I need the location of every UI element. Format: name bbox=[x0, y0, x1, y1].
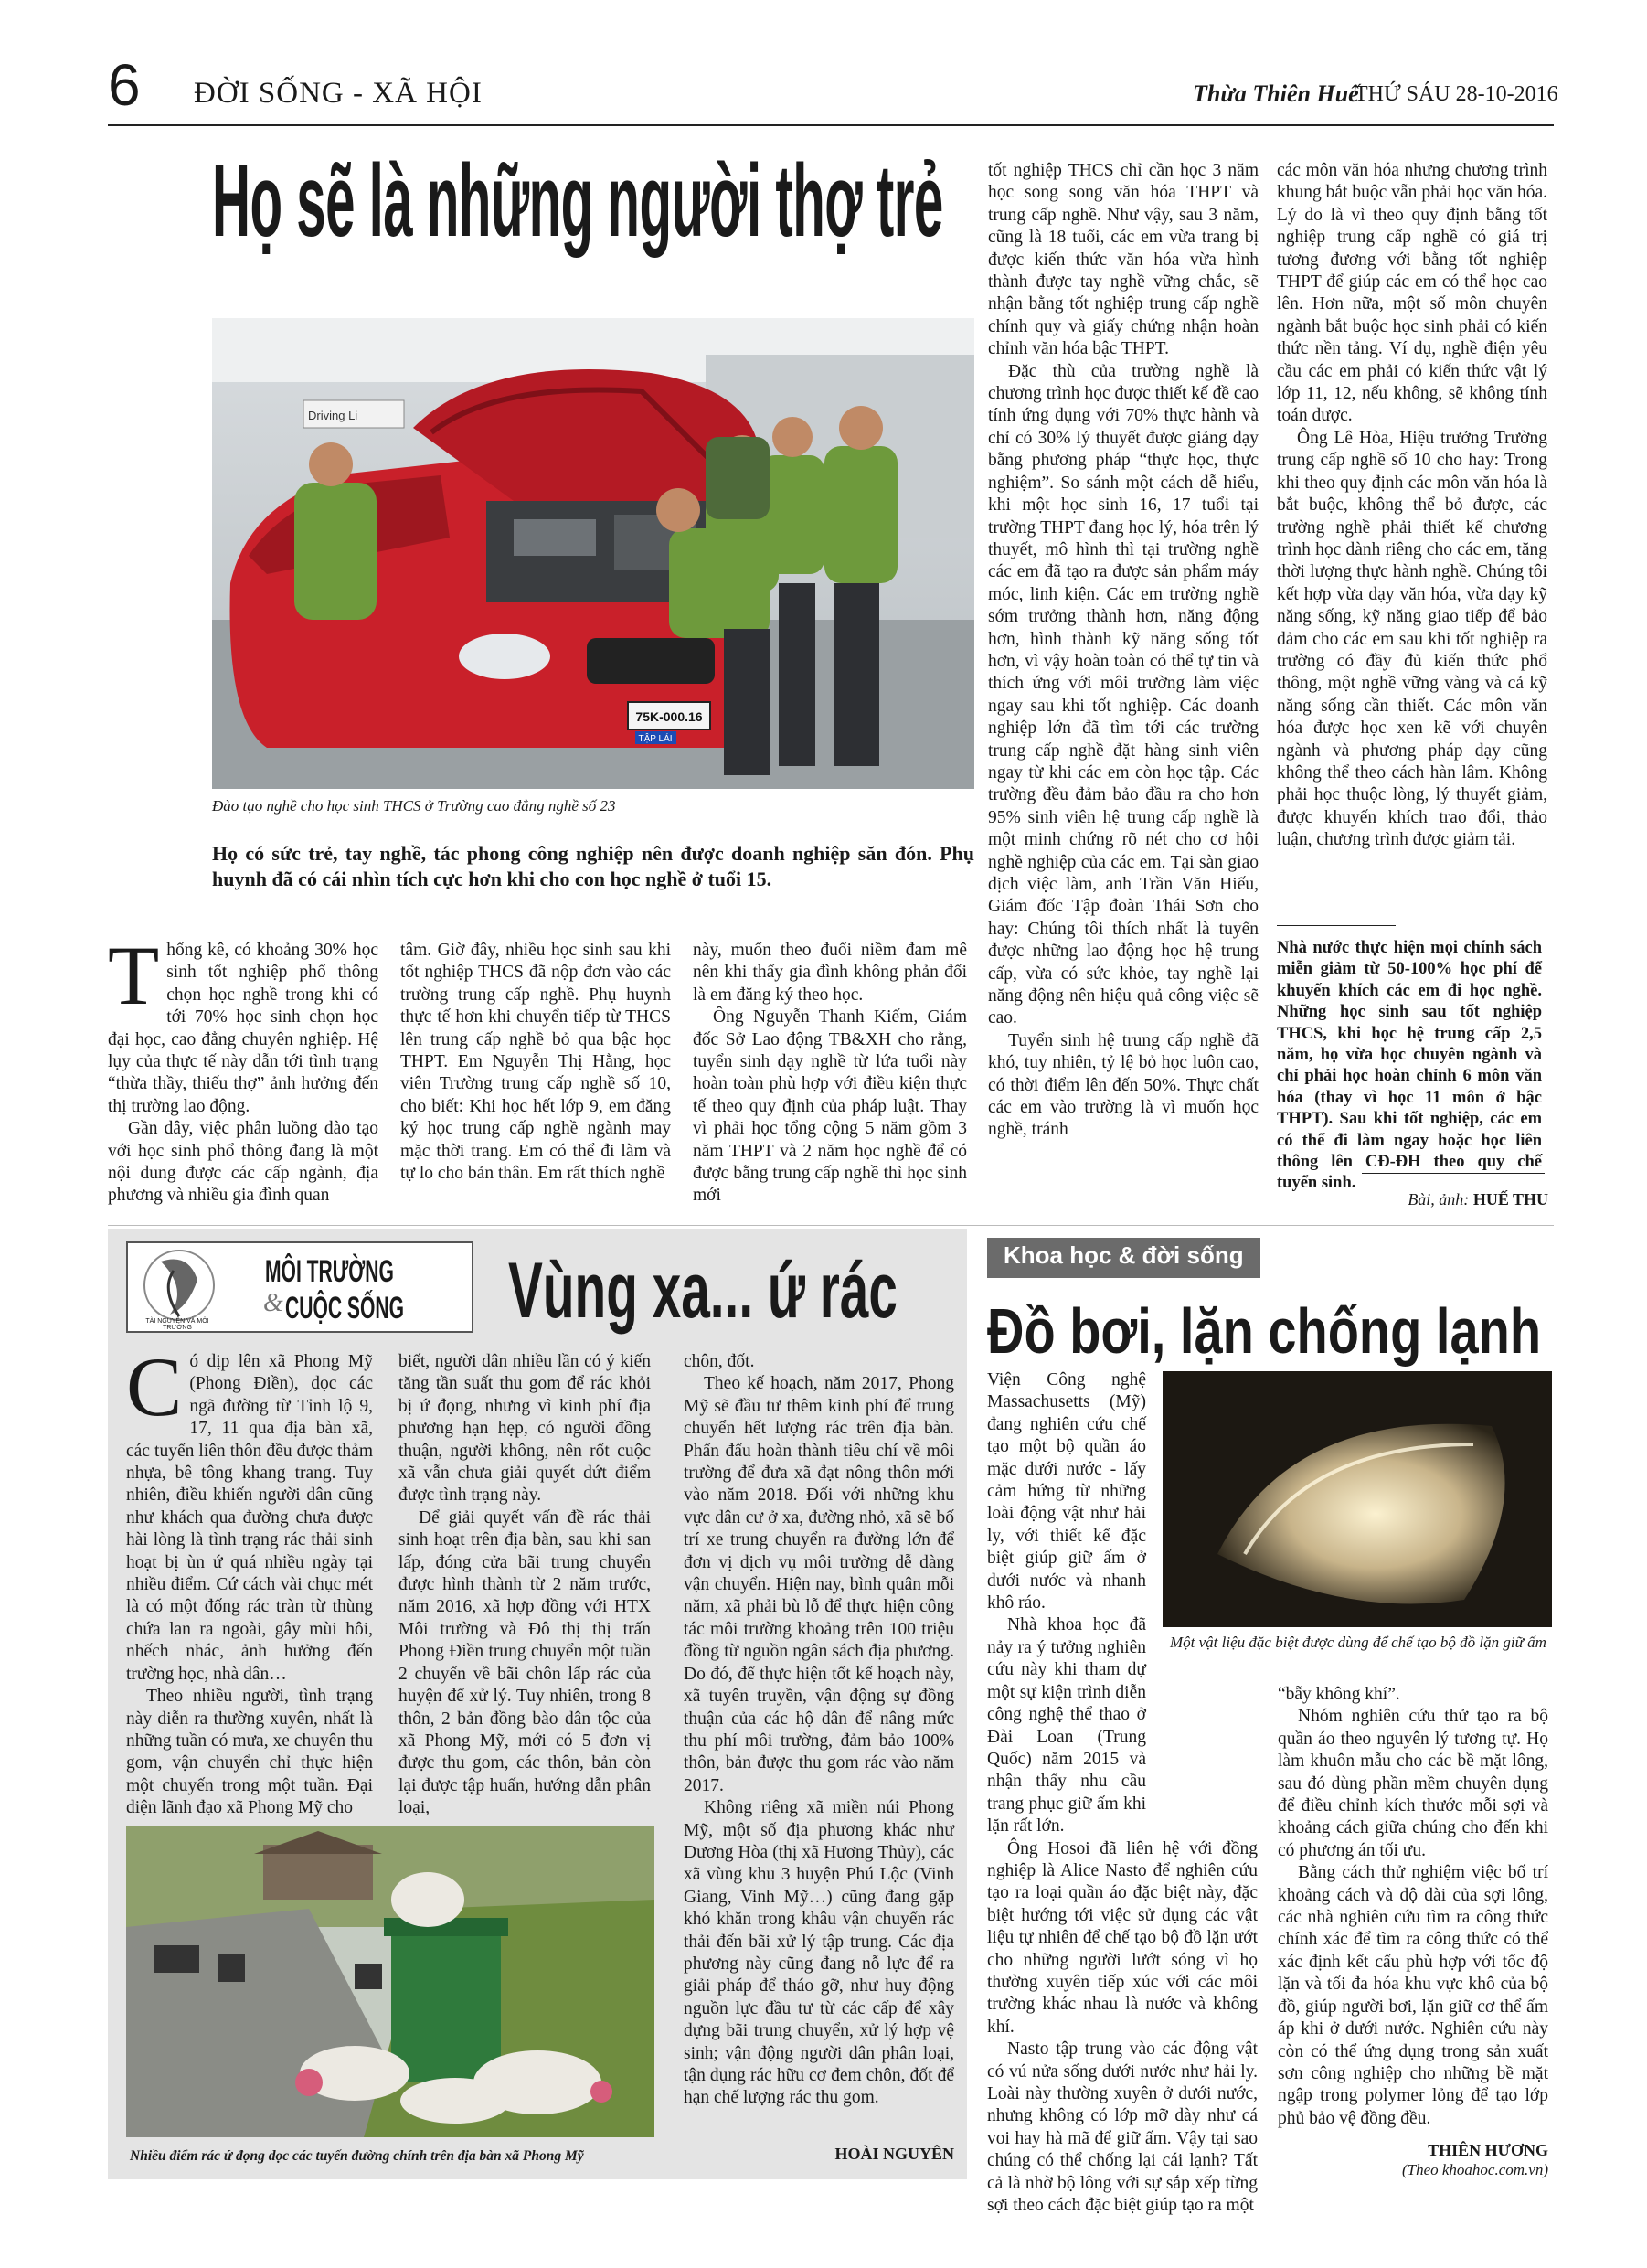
taplai-sign: TẬP LÁI bbox=[638, 734, 673, 744]
fur-material-image bbox=[1163, 1371, 1552, 1627]
article3-photo-caption: Một vật liệu đặc biệt được dùng để chế tạo bộ đồ lặn giữ ấm bbox=[1170, 1634, 1546, 1651]
paragraph: “bẫy không khí”. bbox=[1278, 1685, 1400, 1704]
logo-and: & bbox=[263, 1289, 283, 1317]
car-workshop-image bbox=[212, 318, 974, 789]
paragraph: tốt nghiệp THCS chỉ cần học 3 năm học song song văn hóa THPT và trung cấp nghề. Như vậy, sau 3 năm, cũng là 18 tuổi, các em vừa trang bị được kiến thức văn hóa vừa hình thành được tay nghề vững chắc, sẽ nhận bằng tốt nghiệp trung cấp nghề chính quy và giấy chứng nhận hoàn chỉnh văn hóa bậc THPT. bbox=[988, 161, 1259, 359]
article3-col2 bbox=[1278, 1684, 1548, 2130]
article1-sidebar: Nhà nước thực hiện mọi chính sách miễn giảm từ 50-100% học phí để khuyến khích các em đi học nghề. Những học sinh sau tốt nghiệp THCS, khi học hệ trung cấp 2,5 năm, họ vừa học chuyên ngành và chỉ phải học hoàn chỉnh 6 môn văn hóa (thay vì học 11 môn ở bậc THPT). Sau khi tốt nghiệp, các em có thể đi làm ngay hoặc học liên thông lên CĐ-ĐH theo quy chế tuyển sinh. bbox=[1277, 939, 1542, 1193]
article1-photo-caption: Đào tạo nghề cho học sinh THCS ở Trường cao đẳng nghề số 23 bbox=[212, 797, 616, 815]
article2-headline: Vùng xa... ứ rác bbox=[508, 1247, 898, 1335]
article1-byline bbox=[1356, 1190, 1548, 1209]
paragraph: tâm. Giờ đây, nhiều học sinh sau khi tốt nghiệp THCS đã nộp đơn vào các trường trung cấp nghề. Phụ huynh thực tế hơn khi chuyển tiếp từ THCS lên trung cấp nghề bỏ qua bậc học THPT. Em Nguyễn Thị Hằng, học viên Trường trung cấp nghề số 10, cho biết: Khi học hết lớp 9, em đăng ký học trung cấp nghề ngành may mặc thời trang. Em có thể đi làm và tự lo cho bản thân. Em rất thích nghề bbox=[400, 941, 671, 1184]
dropcap: C bbox=[126, 1340, 183, 1433]
article1-col3 bbox=[693, 940, 967, 1208]
paragraph: Theo kế hoạch, năm 2017, Phong Mỹ sẽ đầu tư thêm kinh phí để trung chuyển hết lượng rác trên địa bàn. Phấn đấu hoàn thành tiêu chí về môi trường để đưa xã đạt nông thôn mới vào năm 2018. Đối với những khu vực dân cư ở xa, đường nhỏ, xã sẽ bố trí xe trung chuyển ra đường lớn để đơn vị dịch vụ môi trường dễ dàng vận chuyển. Hiện nay, bình quân mỗi năm, xã phải bù lỗ để thực hiện công tác môi trường khoảng trên 100 triệu đồng từ nguồn ngân sách địa phương. Do đó, để thực hiện tốt kế hoạch này, xã tuyên truyền, vận động sự đồng thuận của các hộ dân để nâng mức thu phí môi trường, đảm bảo 100% thôn, bản được thu gom rác vào năm 2017. bbox=[684, 1374, 954, 1795]
paragraph: Không riêng xã miền núi Phong Mỹ, một số địa phương khác như Dương Hòa (thị xã Hương Thủy), các xã vùng khu 3 huyện Phú Lộc (Vinh Giang, Vinh Mỹ…) cũng đang gặp khó khăn trong khâu vận chuyển rác thải đến bãi xử lý tập trung. Các địa phương này cũng đang nỗ lực để ra giải pháp để tháo gỡ, như huy động nguồn lực đầu tư từ các cấp để xây dựng bãi trung chuyển, xử lý hợp vệ sinh; vận động người dân phân loại, tận dụng rác hữu cơ đem chôn, đốt để hạn chế lượng rác thu gom. bbox=[684, 1798, 954, 2108]
paragraph: ó dịp lên xã Phong Mỹ (Phong Điền), dọc các ngã đường từ Tỉnh lộ 9, 17, 11 qua địa bàn xã, các tuyến liên thôn đều được thảm nhựa, bê tông khang trang. Tuy nhiên, điều khiến người dân cũng như khách qua đường chưa được hài lòng là tình trạng rác thải sinh hoạt bị ùn ứ quá nhiều ngày tại nhiều điểm. Cứ cách vài chục mét là có một đống rác tràn từ thùng chứa lan ra ngoài, gây mùi hôi, nhếch nhác, ảnh hưởng đến trường học, nhà dân… bbox=[126, 1352, 373, 1684]
garbage-road-image bbox=[126, 1826, 654, 2137]
license-plate: 75K-000.16 bbox=[635, 709, 703, 724]
issue-date: THỨ SÁU 28-10-2016 bbox=[1355, 82, 1558, 106]
paragraph: các môn văn hóa nhưng chương trình khung bắt buộc vẫn phải học văn hóa. Lý do là vì theo quy định bằng tốt nghiệp trung cấp nghề có giá trị tương đương với bằng tốt nghiệp THPT để giúp các em có thể học cao lên. Hơn nữa, một số môn chuyên ngành bắt buộc học sinh phải có kiến thức nền tảng. Ví dụ, nghề điện yêu cầu các em phải có kiến thức vật lý lớp 11, 12, nếu không, sẽ không tính toán được. bbox=[1277, 161, 1547, 426]
article3-photo bbox=[1163, 1371, 1552, 1627]
paragraph: Theo nhiều người, tình trạng này diễn ra thường xuyên, nhất là những tuần có mưa, xe chuyên thu gom, vận chuyển chỉ thực hiện một chuyến trong một tuần. Đại diện lãnh đạo xã Phong Mỹ cho bbox=[126, 1687, 373, 1818]
paragraph: chôn, đốt. bbox=[684, 1352, 755, 1371]
article3-byline: THIÊN HƯƠNG bbox=[1428, 2141, 1548, 2159]
article2-col3 bbox=[684, 1351, 954, 2110]
article2-col2 bbox=[398, 1351, 651, 1820]
paragraph: hống kê, có khoảng 30% học sinh tốt nghiệp phổ thông chọn học nghề trong khi có tới 70% học sinh chọn học đại học, cao đẳng chuyên nghiệp. Hệ lụy của thực tế này dẫn tới tình trạng “thừa thầy, thiếu thợ” ảnh hưởng đến thị trường lao động. bbox=[108, 941, 378, 1116]
paragraph: Gần đây, việc phân luồng đào tạo với học sinh phổ thông đang là một nội dung được các cấp ngành, địa phương và nhiều gia đình quan bbox=[108, 1119, 378, 1206]
paragraph: biết, người dân nhiều lần có ý kiến tăng tần suất thu gom để rác khỏi bị ứ đọng, nhưng vì kinh phí địa phương hạn hẹp, có người đồng thuận, người không, nên rốt cuộc xã vẫn chưa giải quyết dứt điểm được tình trạng này. bbox=[398, 1352, 651, 1506]
paragraph: Để giải quyết vấn đề rác thải sinh hoạt trên địa bàn, sau khi san lấp, đóng cửa bãi trung chuyển được hình thành từ 2 năm trước, năm 2016, xã hợp đồng với HTX Môi trường và Đô thị thị trấn Phong Điền trung chuyển một tuần 2 chuyến về bãi chôn lấp rác của huyện để xử lý. Tuy nhiên, trong 8 thôn, 2 bản đồng bào dân tộc của xã Phong Mỹ, mới có 5 đơn vị được thu gom, các thôn, bản còn lại được tập huấn, hướng dẫn phân loại, bbox=[398, 1507, 651, 1818]
article1-headline: Họ sẽ là những người thợ trẻ bbox=[212, 144, 943, 258]
paragraph: Viện Công nghệ Massachusetts (Mỹ) đang nghiên cứu chế tạo một bộ quần áo mặc dưới nước - lấy cảm hứng từ những loài động vật như hải ly, với thiết kế đặc biệt giúp giữ ấm ở dưới nước và nhanh khô ráo. bbox=[987, 1370, 1146, 1613]
article1-col4 bbox=[988, 160, 1259, 1142]
article3-kicker: Khoa học & đời sống bbox=[987, 1238, 1260, 1278]
article1-col5 bbox=[1277, 160, 1547, 852]
paragraph: Ông Nguyễn Thanh Kiếm, Giám đốc Sở Lao động TB&XH cho rằng, tuyển sinh dạy nghề từ lứa tuổi này hoàn toàn phù hợp với điều kiện thực tế theo quy định của pháp luật. Thay vì phải học tổng cộng 5 năm gồm 3 năm THPT và 2 năm học nghề để có được bằng trung cấp nghề thì học sinh mới bbox=[693, 1007, 967, 1206]
article2-photo bbox=[126, 1826, 654, 2137]
logo-title-2: CUỘC SỐNG bbox=[285, 1291, 405, 1326]
article1-col2 bbox=[400, 940, 671, 1185]
newspaper-name: Thừa Thiên Huế bbox=[1193, 80, 1359, 107]
paragraph: Đặc thù của trường nghề là chương trình học được thiết kế đề cao tính ứng dụng với 70% thực hành và chỉ có 30% lý thuyết được giảng dạy bằng phương pháp “thực học, thực nghiệm”. So sánh một cách dễ hiểu, khi một học sinh 16, 17 tuổi tại trường THPT đang học lý, hóa trên lý thuyết, mô hình thì tại trường nghề các em đã tạo ra được sản phẩm máy móc, linh kiện. Các em trường nghề sớm trưởng thành hơn, năng động hơn, hình thành kỹ năng sống tốt hơn, vì vậy hoàn toàn có thể tự tin và thích ứng với môi trường làm việc ngay sau khi tốt nghiệp. Các doanh nghiệp lớn đã tìm tới các trường trung cấp nghề đặt hàng sinh viên ngay từ khi các em còn học tập. Các trường đều đảm bảo đầu ra cho hơn 95% sinh viên hệ trung cấp nghề là một minh chứng rõ nét cho cơ hội nghề nghiệp của các em. Tại sàn giao dịch việc làm, anh Trần Văn Hiếu, Giám đốc Tập đoàn Thái Sơn cho hay: Chúng tôi thích nhất là tuyển được những lao động học hệ trung cấp, vừa có sức khỏe, tay nghề lại năng động nên hiệu quả công việc sẽ cao. bbox=[988, 361, 1259, 1028]
paragraph: Ông Hosoi đã liên hệ với đồng nghiệp là Alice Nasto để nghiên cứu tạo ra loại quần áo đặc biệt này, đặc biệt hướng tới việc sử dụng các vật liệu tự nhiên để chế tạo bộ đồ lặn ướt cho những người lướt sóng vì họ thường xuyên tiếp xúc với các môi trường khác nhau là nước và không khí. bbox=[987, 1838, 1258, 2037]
article2-byline: HOÀI NGUYÊN bbox=[834, 2145, 954, 2163]
article2-col1 bbox=[126, 1340, 373, 1820]
paragraph: Nhóm nghiên cứu thử tạo ra bộ quần áo theo nguyên lý tương tự. Họ làm khuôn mẫu cho các bề mặt lông, sau đó dùng phần mềm chuyên dụng để điều chỉnh kích thước mỗi sợi và khoảng cách giữa chúng cho đến khi có phương án tối ưu. bbox=[1278, 1707, 1548, 1860]
sidebar-bottom-rule bbox=[1362, 1173, 1545, 1174]
article3-source: (Theo khoahoc.com.vn) bbox=[1401, 2161, 1548, 2178]
paragraph: Nasto tập trung vào các động vật có vú nửa sống dưới nước như hải ly. Loài này thường xuyên ở dưới nước, nhưng không có lớp mỡ dày như cá voi hay hà mã để giữ ấm. Vậy tại sao chúng có thể chống lại cái lạnh? Tất cả là nhờ bộ lông với sự sắp xếp từng sợi theo cách đặc biệt giúp tạo ra một bbox=[987, 2039, 1258, 2216]
article1-lead: Họ có sức trẻ, tay nghề, tác phong công nghiệp nên được doanh nghiệp săn đón. Phụ huynh đã có cái nhìn tích cực hơn khi cho con học nghề ở tuổi 15. bbox=[212, 842, 974, 890]
logo-small-text: TÀI NGUYÊN VÀ MÔI TRƯỜNG bbox=[145, 1318, 209, 1331]
sidebar-top-rule bbox=[1277, 925, 1396, 926]
header-rule bbox=[108, 124, 1554, 126]
logo-title-1: MÔI TRƯỜNG bbox=[265, 1254, 394, 1289]
env-logo bbox=[126, 1241, 473, 1333]
paragraph: Tuyển sinh hệ trung cấp nghề đã khó, tuy nhiên, tỷ lệ bỏ học luôn cao, có thời điểm lên đến 50%. Thực chất các em vào trường là vì muốn học nghề, tránh bbox=[988, 1030, 1259, 1140]
section-divider bbox=[108, 1225, 1554, 1226]
article2-photo-caption: Nhiều điểm rác ứ đọng dọc các tuyến đường chính trên địa bàn xã Phong Mỹ bbox=[130, 2148, 584, 2164]
paragraph: Ông Lê Hòa, Hiệu trưởng Trường trung cấp nghề số 10 cho hay: Trong khi theo quy định các môn văn hóa là bắt buộc, không thể bỏ được, các trường nghề phải thiết kế chương trình học dành riêng cho các em, tăng thời lượng thực hành nghề. Chúng tôi kết hợp vừa dạy văn hóa, vừa dạy kỹ năng sống, kỹ năng giao tiếp để bảo đảm cho các em sau khi tốt nghiệp ra trường có đầy đủ kiến thức phổ thông, một nghề vững vàng và cả kỹ năng sống cần thiết. Các môn văn hóa được học xen kẽ với chuyên ngành và phương pháp dạy cũng không thể theo cách hàn lâm. Không phải học thuộc lòng, lý thuyết giảm, được khuyến khích trao đổi, thảo luận, chương trình được giảm tải. bbox=[1277, 428, 1547, 850]
page-number: 6 bbox=[108, 52, 141, 118]
byline-label: Bài, ảnh: bbox=[1408, 1190, 1470, 1209]
dropcap: T bbox=[108, 929, 160, 1022]
driving-sign: Driving Li bbox=[308, 409, 358, 422]
paragraph: này, muốn theo đuổi niềm đam mê nên khi thấy gia đình không phản đối là em đăng ký theo học. bbox=[693, 941, 967, 1005]
byline-name: HUẾ THU bbox=[1472, 1190, 1548, 1209]
article1-photo bbox=[212, 318, 974, 789]
section-title: ĐỜI SỐNG - XÃ HỘI bbox=[194, 77, 483, 110]
paragraph: Nhà khoa học đã nảy ra ý tưởng nghiên cứu này khi tham dự một sự kiện trình diễn công nghệ thể thao ở Đài Loan (Trung Quốc) năm 2015 và nhận thấy nhu cầu trang phục giữ ấm khi lặn rất lớn. bbox=[987, 1615, 1146, 1837]
article1-col1 bbox=[108, 929, 378, 1208]
paragraph: Bằng cách thử nghiệm việc bố trí khoảng cách và độ dài của sợi lông, các nhà nghiên cứu tìm ra công thức chính xác để tìm ra công thức có thể xác định kết cấu phù hợp với tốc độ lặn và tối đa hóa khu vực khô của bộ đồ, giúp người bơi, lặn giữ cơ thể ấm áp khi ở dưới nước. Nghiên cứu này còn có thể ứng dụng trong sản xuất sơn công nghiệp cho những bề mặt ngập trong polymer lỏng để tạo lớp phủ bảo vệ đồng đều. bbox=[1278, 1863, 1548, 2128]
article3-headline: Đồ bơi, lặn chống lạnh bbox=[987, 1295, 1542, 1367]
